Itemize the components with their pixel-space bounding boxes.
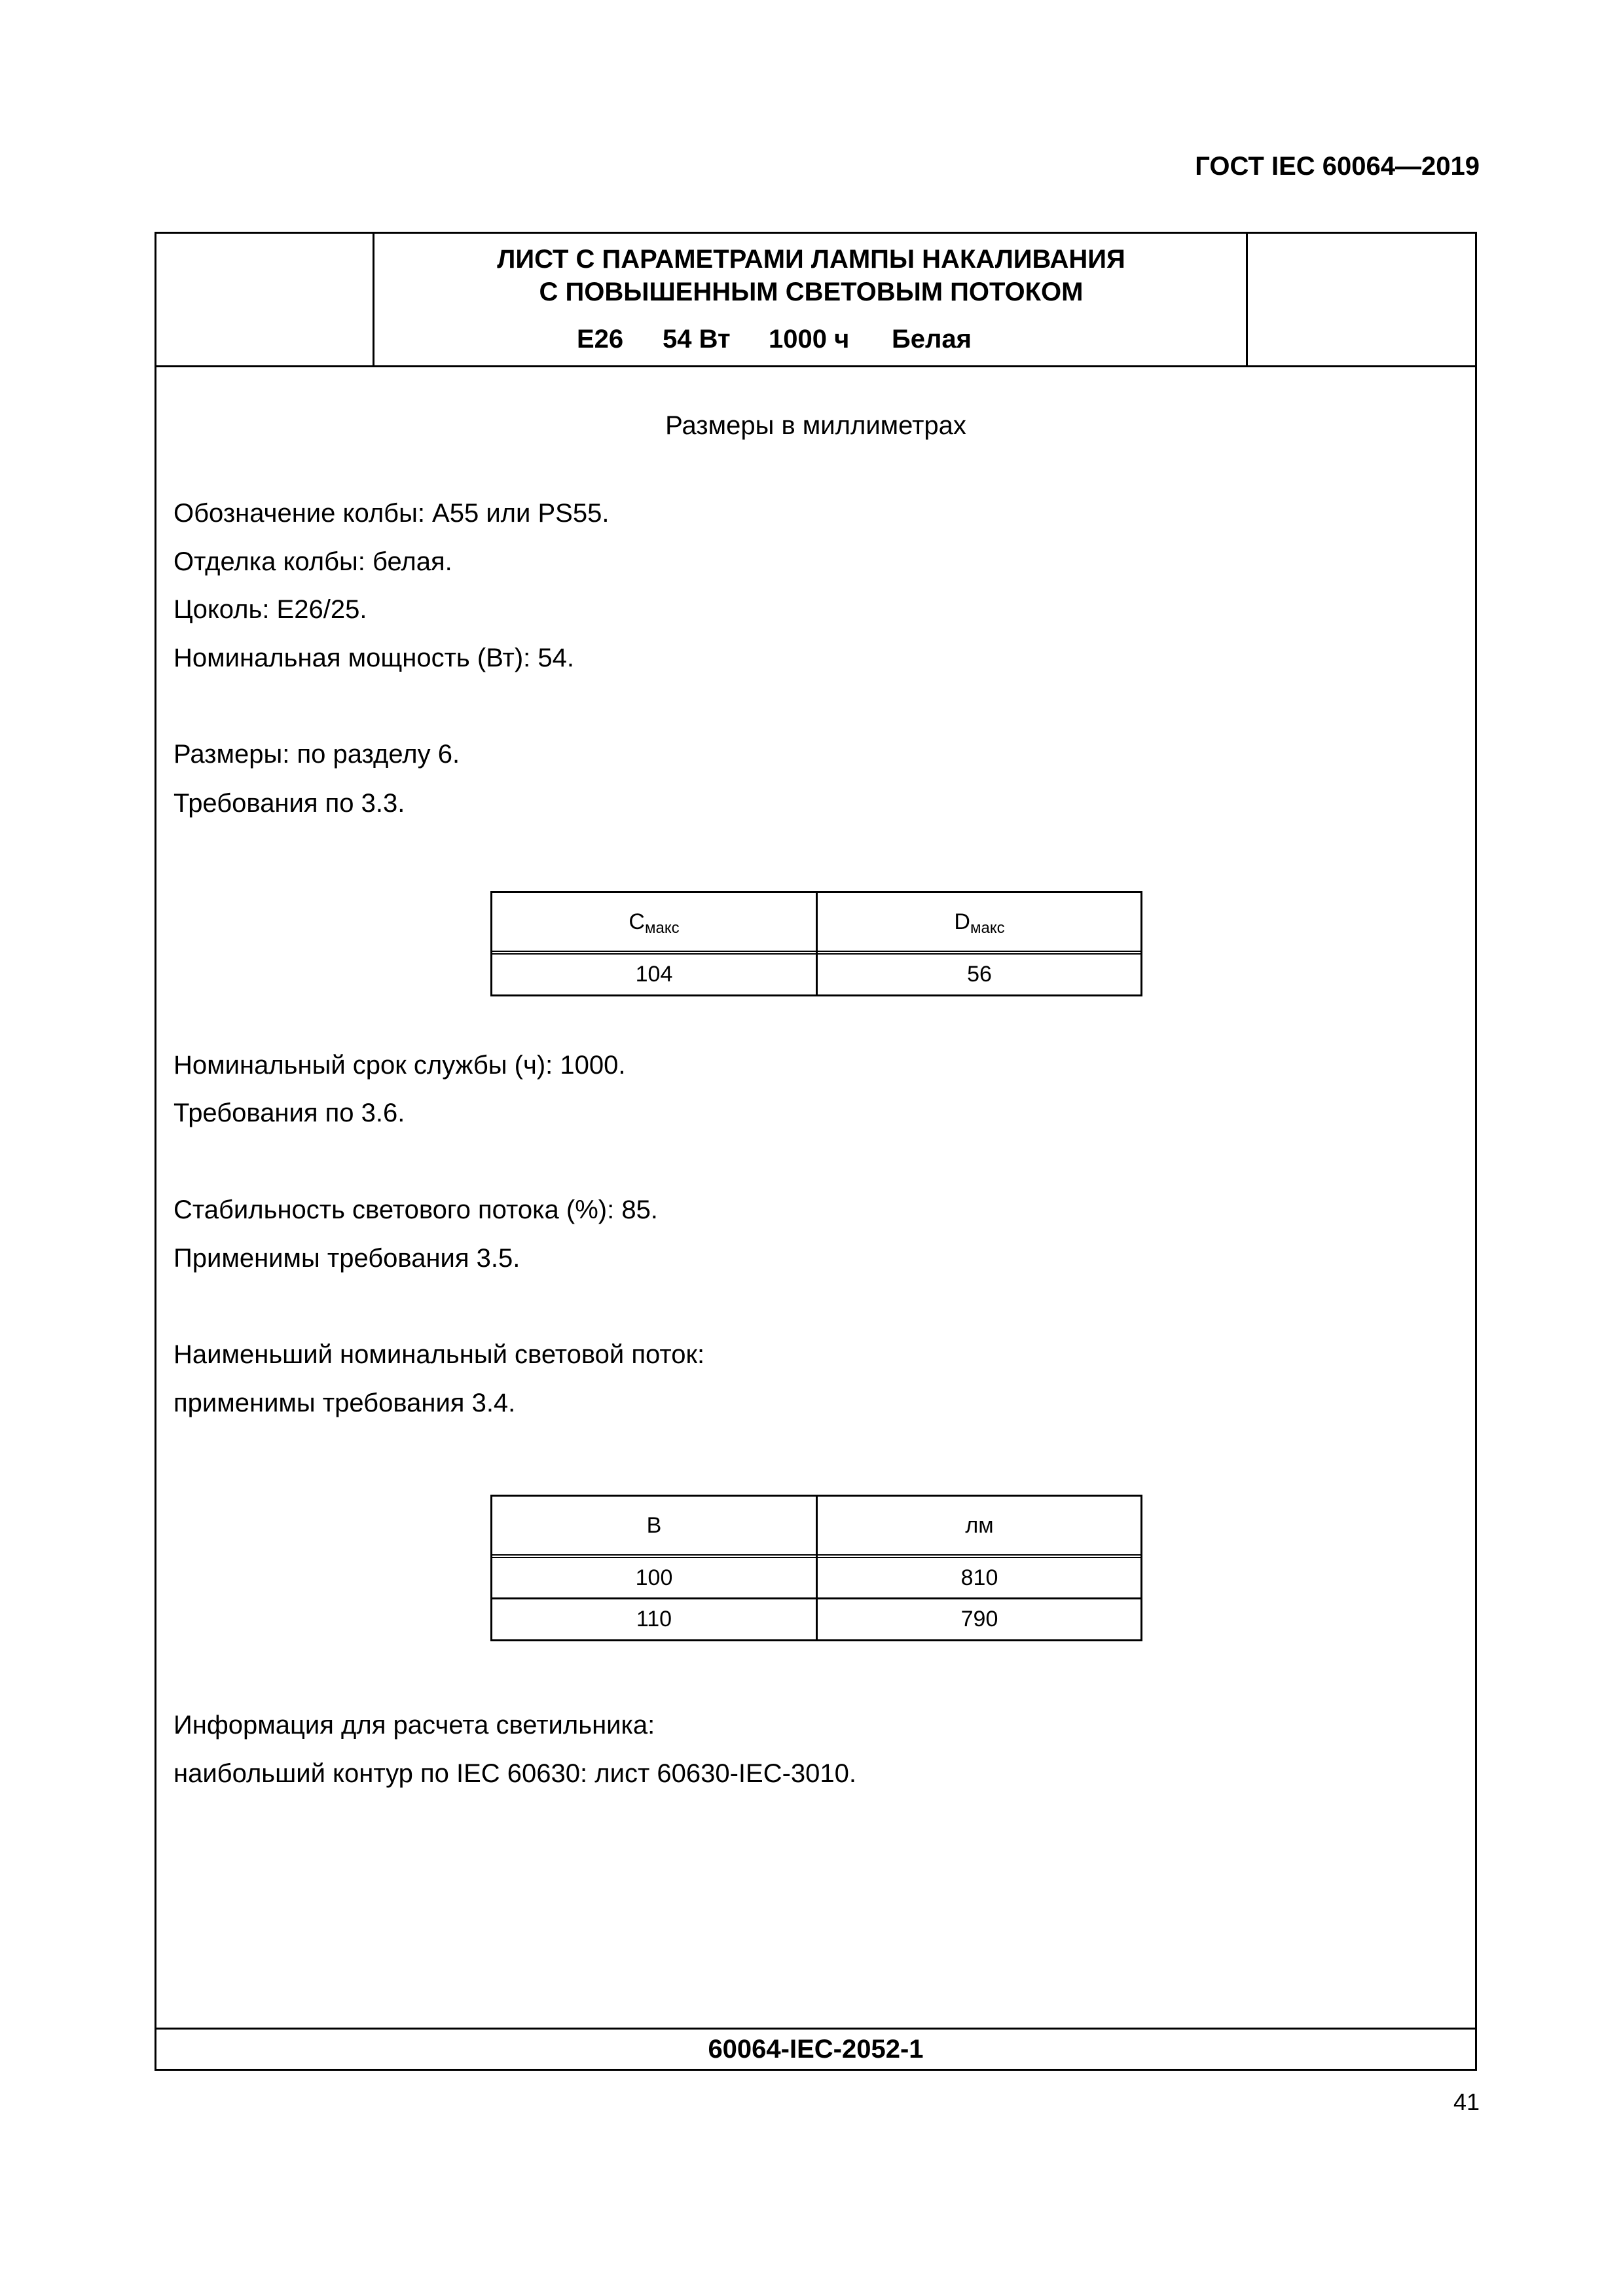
header-left-cell [156, 234, 374, 365]
bulb-finish: Отделка колбы: белая. [173, 547, 452, 576]
min-flux: Наименьший номинальный световой поток: [173, 1340, 705, 1369]
sheet-title-line-2: С ПОВЫШЕННЫМ СВЕТОВЫМ ПОТОКОМ [539, 278, 1084, 306]
table-cell: 104 [635, 962, 673, 987]
units-note: Размеры в миллиметрах [665, 411, 966, 440]
bulb-designation: Обозначение колбы: A55 или PS55. [173, 499, 610, 528]
table-cell: 810 [960, 1565, 998, 1590]
spec-life: 1000 ч [769, 325, 850, 354]
d-subscript: макс [970, 919, 1005, 937]
requirements-3-6: Требования по 3.6. [173, 1099, 405, 1127]
requirements-3-3: Требования по 3.3. [173, 789, 405, 818]
sheet-title-line-1: ЛИСТ С ПАРАМЕТРАМИ ЛАМПЫ НАКАЛИВАНИЯ [497, 245, 1125, 274]
header-c-max [492, 893, 816, 951]
luminaire-info: Информация для расчета светильника: [173, 1711, 655, 1740]
table-cell: 110 [636, 1607, 672, 1631]
dimensions-ref: Размеры: по разделу 6. [173, 740, 460, 769]
spec-cap: E26 [577, 325, 624, 354]
sheet-title [376, 243, 1246, 308]
header-right-cell [1246, 234, 1475, 365]
applicable-3-4: применимы требования 3.4. [173, 1389, 516, 1417]
table-cell: 56 [967, 962, 992, 987]
flux-header-lumens: лм [965, 1513, 994, 1538]
rated-life: Номинальный срок службы (ч): 1000. [173, 1051, 626, 1080]
dimension-table [490, 891, 1142, 996]
flux-table [490, 1495, 1142, 1641]
sheet-specs [376, 323, 1246, 355]
sheet-header [156, 234, 1475, 367]
rated-wattage: Номинальная мощность (Вт): 54. [173, 644, 575, 672]
spec-wattage: 54 Вт [663, 325, 731, 354]
spec-finish: Белая [892, 325, 972, 354]
flux-header-volts: В [646, 1513, 662, 1538]
c-letter: C [629, 909, 645, 934]
c-subscript: макс [644, 919, 680, 937]
page-number: 41 [1453, 2088, 1480, 2115]
d-letter: D [954, 909, 970, 934]
parameter-sheet-frame [155, 232, 1477, 2071]
table-cell: 100 [635, 1565, 673, 1590]
header-d-max [818, 893, 1141, 951]
sheet-id: 60064-IEC-2052-1 [156, 2028, 1475, 2069]
applicable-3-5: Применимы требования 3.5. [173, 1244, 520, 1273]
document-code: ГОСТ IEC 60064—2019 [1195, 152, 1480, 181]
table-cell: 790 [960, 1607, 998, 1631]
max-outline: наибольший контур по IEC 60630: лист 60630-IEC-3010. [173, 1759, 857, 1788]
lumen-maintenance: Стабильность светового потока (%): 85. [173, 1195, 658, 1224]
cap-type: Цоколь: E26/25. [173, 595, 367, 624]
